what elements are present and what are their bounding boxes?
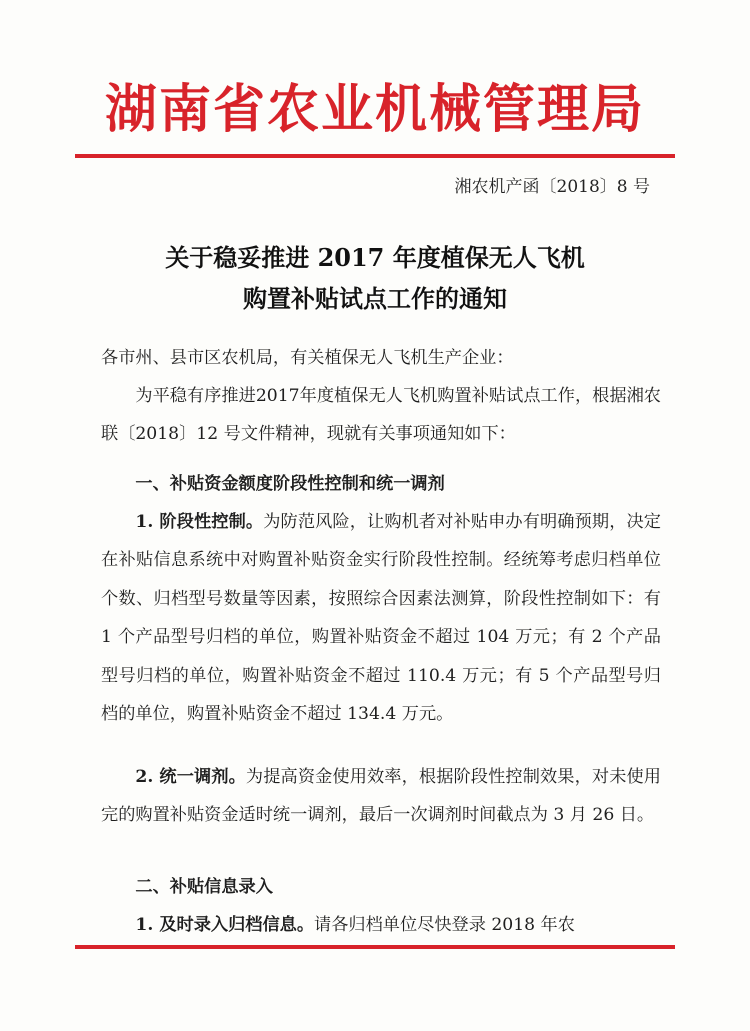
- issuing-authority-header: 湖南省农业机械管理局: [104, 79, 645, 140]
- item-2-lead: 2. 统一调剂。: [135, 767, 246, 787]
- item-2-paragraph: [101, 758, 661, 835]
- item-1-text-wrap: [101, 503, 661, 733]
- section-2-heading: 二、补贴信息录入: [135, 877, 273, 897]
- item-1-lead: 1. 阶段性控制。: [135, 512, 264, 532]
- section-1-heading: 一、补贴资金额度阶段性控制和统一调剂: [135, 474, 445, 494]
- section-1-heading-block: [101, 465, 661, 503]
- salutation: 各市州、县市区农机局，有关植保无人飞机生产企业：: [101, 348, 514, 368]
- item-3-paragraph: [101, 906, 661, 944]
- document-number: 湘农机产函〔2018〕8 号: [454, 177, 650, 197]
- item-3-lead: 1. 及时录入归档信息。: [135, 915, 315, 935]
- item-1-paragraph: [101, 503, 661, 733]
- item-1-text: 为防范风险，让购机者对补贴申办有明确预期，决定在补贴信息系统中对购置补贴资金实行阶段性控制。经统筹考虑归档单位个数、归档型号数量等因素，按照综合因素法测算，阶段性控制如下：有 1 个产品型号归档的单位，购置补贴资金不超过 104 万元；有 2 个产品型号归档的单位，购置补贴资金不超过 110.4 万元；有 5 个产品型号归档的单位，购置补贴资金不超过 134.4 万元。: [101, 512, 661, 725]
- document-title-line-1: 关于稳妥推进 2017 年度植保无人飞机: [165, 243, 585, 272]
- item-2-text-wrap: [101, 758, 661, 835]
- section-2-heading-block: [101, 868, 661, 906]
- intro-text: 为平稳有序推进2017年度植保无人飞机购置补贴试点工作，根据湘农联〔2018〕12 号文件精神，现就有关事项通知如下：: [101, 386, 661, 445]
- intro-paragraph: [101, 377, 661, 454]
- document-title-line-2: 购置补贴试点工作的通知: [243, 284, 507, 313]
- item-3-text: 请各归档单位尽快登录 2018 年农: [314, 915, 575, 935]
- footer-red-rule: [75, 945, 675, 949]
- header-red-rule: [75, 154, 675, 158]
- item-2-text: 为提高资金使用效率，根据阶段性控制效果，对未使用完的购置补贴资金适时统一调剂，最后一次调剂时间截点为 3 月 26 日。: [101, 767, 661, 826]
- item-3-text-wrap: [101, 906, 661, 944]
